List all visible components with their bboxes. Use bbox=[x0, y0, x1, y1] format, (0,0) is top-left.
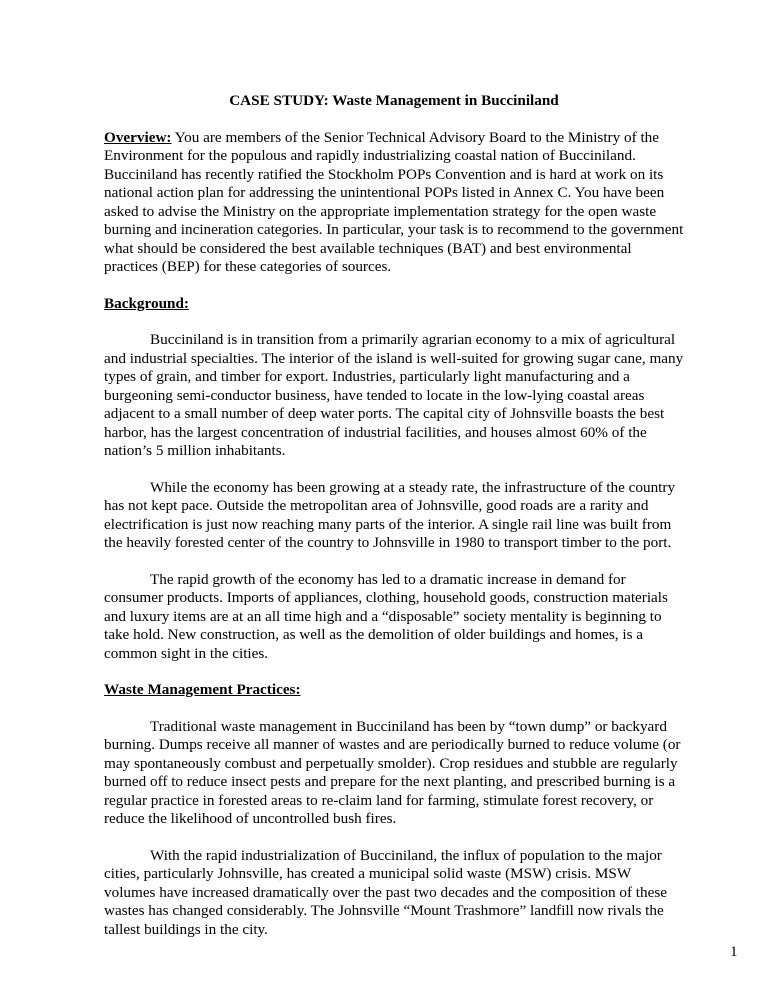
waste-practices-paragraph-2: With the rapid industrialization of Bucciniland, the influx of population to the major cities, particularly Johnsville, has created a municipal solid waste (MSW) crisis. MSW volumes have increased dramatically over the past two decades and the composition of these wastes has changed considerably. The Johnsville “Mount Trashmore” landfill now rivals the tallest buildings in the city. bbox=[104, 846, 668, 938]
background-paragraph-3: The rapid growth of the economy has led to a dramatic increase in demand for consumer products. Imports of appliances, clothing, household goods, construction materials and luxury items are at an all time high and a “disposable” society mentality is beginning to take hold. New construction, as well as the demolition of older buildings and homes, is a common sight in the cities. bbox=[104, 570, 668, 662]
waste-practices-heading: Waste Management Practices: bbox=[104, 681, 301, 698]
page-number: 1 bbox=[730, 943, 738, 960]
background-heading: Background: bbox=[104, 294, 189, 312]
background-paragraph-1: Bucciniland is in transition from a primarily agrarian economy to a mix of agricultural and industrial specialties. The interior of the island is well-suited for growing sugar cane, many types of grain, and timber for export. Industries, particularly light manufacturing and a burgeoning semi-conductor business, have tended to locate in the low-lying coastal areas adjacent to a small number of deep water ports. The capital city of Johnsville boasts the best harbor, has the largest concentration of industrial facilities, and houses almost 60% of the nation’s 5 million inhabitants. bbox=[104, 331, 684, 459]
overview-label: Overview: bbox=[104, 128, 172, 146]
document-page bbox=[104, 92, 684, 957]
overview-paragraph bbox=[104, 129, 684, 277]
overview-text: You are members of the Senior Technical Advisory Board to the Ministry of the Environment for the populous and rapidly industrializing coastal nation of Bucciniland. Bucciniland has recently ratified the Stockholm POPs Convention and is hard at work on its national action plan for addressing the unintentional POPs listed in Annex C. You have been asked to advise the Ministry on the appropriate implementation strategy for the open waste burning and incineration categories. In particular, your task is to recommend to the government what should be considered the best available techniques (BAT) and best environmental practices (BEP) for these categories of sources. bbox=[104, 128, 684, 275]
waste-practices-paragraph-1: Traditional waste management in Bucciniland has been by “town dump” or backyard burning. Dumps receive all manner of wastes and are periodically burned to reduce volume (or may spontaneously combust and perpetually smolder). Crop residues and stubble are regularly burned off to reduce insect pests and prepare for the next planting, and prescribed burning is a regular practice in forested areas to re-claim land for farming, stimulate forest recovery, or reduce the likelihood of uncontrolled bush fires. bbox=[104, 717, 681, 827]
document-title: CASE STUDY: Waste Management in Bucciniland bbox=[229, 92, 559, 109]
background-paragraph-2: While the economy has been growing at a steady rate, the infrastructure of the country has not kept pace. Outside the metropolitan area of Johnsville, good roads are a rarity and electrification is just now reaching many parts of the interior. A single rail line was built from the heavily forested center of the country to Johnsville in 1980 to transport timber to the port. bbox=[104, 478, 676, 551]
